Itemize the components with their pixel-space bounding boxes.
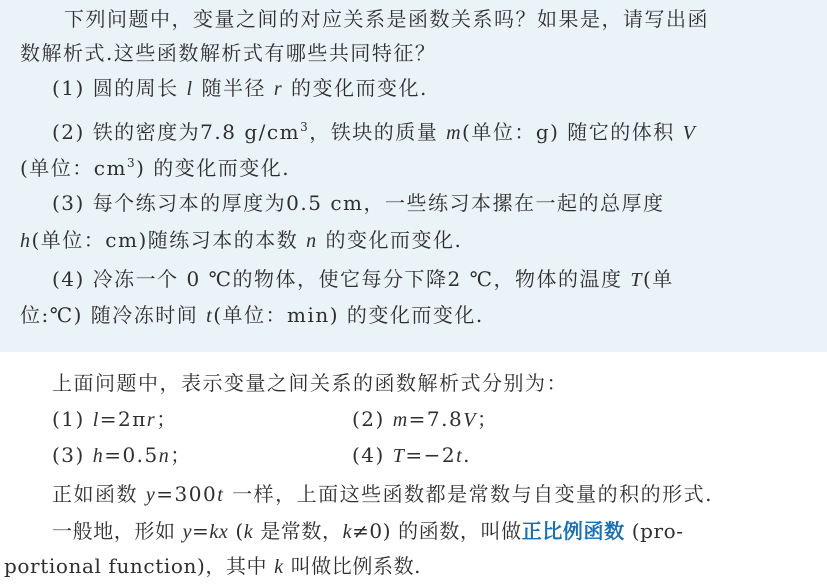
definition2-text-b: 叫做比例系数. — [283, 554, 422, 578]
definition-text-d: 是常数， — [253, 519, 343, 543]
item4-text-a: (4) 冷冻一个 0 ℃的物体，使它每分下降2 ℃，物体的温度 — [52, 267, 631, 291]
formula-3-label: (3) — [52, 443, 93, 467]
item2-sup: 3 — [300, 120, 310, 134]
item1-var-l: l — [186, 78, 194, 100]
item1-text-a: (1) 圆的周长 — [52, 76, 187, 100]
item2-var-m: m — [446, 122, 463, 144]
definition-text-e: ≠0) 的函数，叫做 — [352, 519, 522, 543]
question-item-2-line1 — [52, 114, 696, 146]
formula-2-lhs: m — [392, 409, 409, 431]
formula-1-lhs: l — [92, 409, 100, 431]
formula-1-rhs: r — [146, 409, 157, 431]
formula-2 — [352, 406, 498, 433]
item4-line2-a: 位:℃) 随冷冻时间 — [20, 303, 207, 327]
question-intro-line2 — [20, 40, 436, 66]
definition-line1 — [52, 518, 684, 545]
definition-text-b: = — [192, 519, 210, 543]
definition-var-y: y — [182, 521, 193, 543]
formula-2-label: (2) — [352, 407, 393, 431]
definition2-text-a: portional function)，其中 — [4, 554, 275, 578]
definition-var-k1: k — [243, 521, 254, 543]
item2-line2-sup: 3 — [126, 156, 137, 170]
formula-4-lhs: T — [392, 445, 406, 467]
item1-text-b: 随半径 — [193, 76, 274, 100]
formula-1-label: (1) — [52, 407, 93, 431]
question-item-2-line2 — [20, 150, 290, 181]
item2-var-V: V — [682, 122, 697, 144]
item2-text-c: (单位：g) 随它的体积 — [462, 120, 683, 144]
definition-text-f: (pro- — [624, 519, 684, 543]
formula-3-lhs: h — [92, 445, 105, 467]
definition-var-k2: k — [342, 521, 353, 543]
example-var-y: y — [145, 484, 157, 506]
definition-line2 — [4, 553, 421, 580]
example-text-b: =300 — [156, 482, 218, 506]
answer-intro-text: 上面问题中，表示变量之间关系的函数解析式分别为： — [52, 371, 568, 395]
question-item-3-line2 — [20, 227, 462, 254]
formula-2-rhs: V — [463, 409, 477, 431]
formula-1-end: ； — [156, 407, 178, 431]
formula-4-label: (4) — [352, 443, 393, 467]
question-item-4-line1 — [52, 266, 674, 293]
formula-2-mid: =7.8 — [408, 407, 464, 431]
item3-var-h: h — [20, 230, 32, 252]
example-sentence — [52, 481, 713, 508]
question-intro-text-2: 数解析式.这些函数解析式有哪些共同特征？ — [20, 41, 437, 65]
formula-1 — [52, 406, 178, 433]
item2-line2-b: ) 的变化而变化. — [136, 156, 291, 180]
item2-line2-a: (单位：cm — [20, 156, 127, 180]
item2-text-b: ，铁块的质量 — [309, 120, 447, 144]
example-text-a: 正如函数 — [52, 482, 146, 506]
question-intro-text-1: 下列问题中，变量之间的对应关系是函数关系吗？如果是，请写出函 — [64, 7, 709, 31]
definition-var-kx: kx — [209, 521, 229, 543]
item3-text-b: (单位：cm)随练习本的本数 — [31, 228, 307, 252]
formula-3-mid: =0.5 — [104, 443, 159, 467]
definition-text-c: ( — [228, 519, 244, 543]
formula-1-mid: =2π — [99, 407, 147, 431]
item1-var-r: r — [273, 78, 284, 100]
formula-3-end: ； — [170, 443, 192, 467]
answer-intro — [52, 370, 568, 396]
question-item-4-line2 — [20, 302, 484, 329]
question-intro-line1 — [64, 6, 709, 32]
definition2-var-k: k — [274, 556, 284, 578]
formula-3-rhs: n — [158, 445, 171, 467]
item3-var-n: n — [306, 230, 318, 252]
example-var-t: t — [217, 484, 225, 506]
item4-var-t: t — [206, 305, 214, 327]
formula-4 — [352, 442, 471, 469]
item4-line2-b: (单位：min) 的变化而变化. — [213, 303, 484, 327]
formula-3 — [52, 442, 192, 469]
formula-4-end: . — [463, 443, 471, 467]
item4-var-T: T — [630, 269, 643, 291]
question-item-3-line1 — [52, 190, 665, 216]
formula-4-mid: =−2 — [405, 443, 457, 467]
term-proportional-function: 正比例函数 — [521, 519, 625, 543]
item3-text-a: (3) 每个练习本的厚度为0.5 cm，一些练习本摞在一起的总厚度 — [52, 191, 665, 215]
item1-text-c: 的变化而变化. — [283, 76, 428, 100]
formula-2-end: ； — [476, 407, 499, 431]
item3-text-c: 的变化而变化. — [317, 228, 463, 252]
formula-4-rhs: t — [456, 445, 464, 467]
example-text-c: 一样，上面这些函数都是常数与自变量的积的形式. — [224, 482, 713, 506]
definition-text-a: 一般地，形如 — [52, 519, 183, 543]
question-item-1 — [52, 75, 428, 102]
item4-text-b: (单 — [642, 267, 674, 291]
item2-text-a: (2) 铁的密度为7.8 g/cm — [52, 120, 301, 144]
